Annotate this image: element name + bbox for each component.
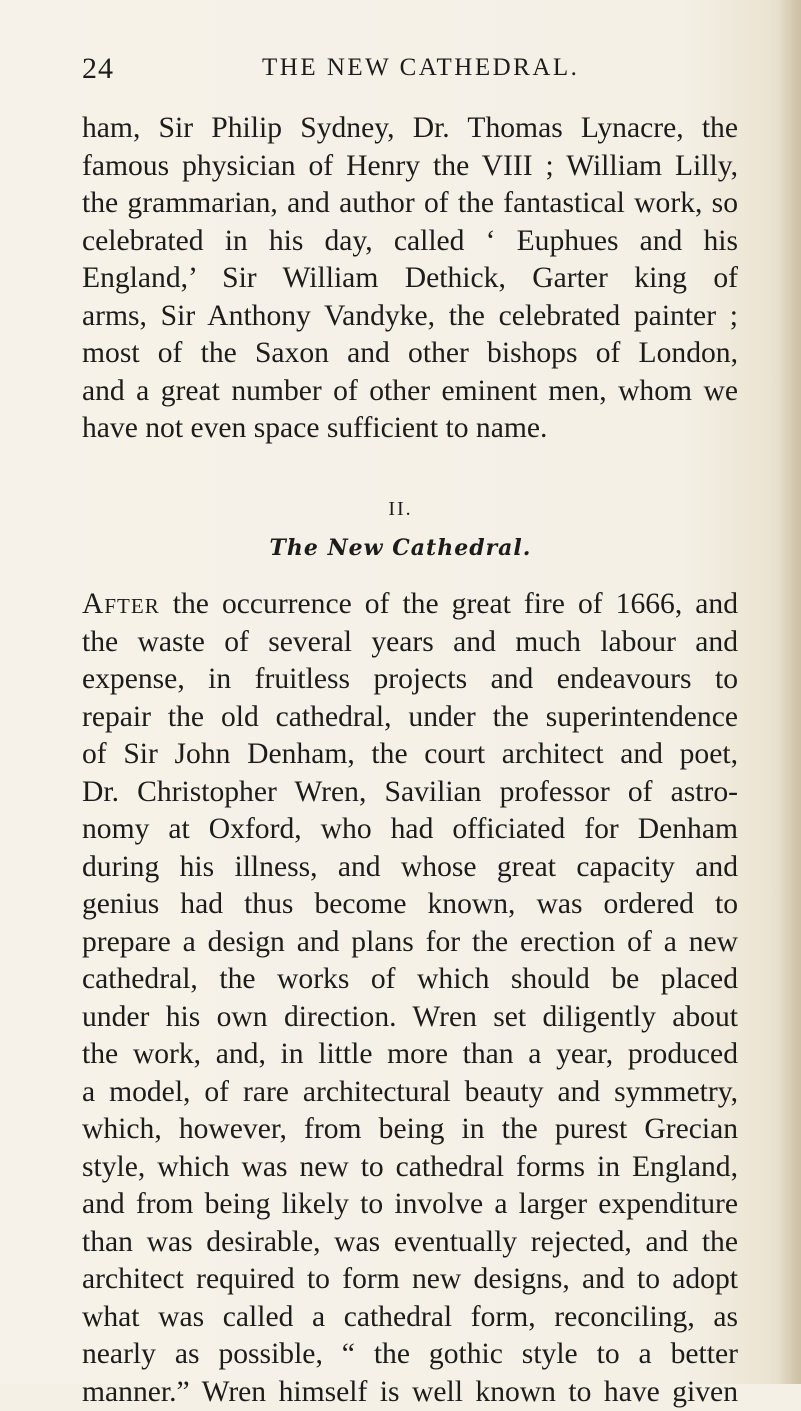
- text-line: the waste of several years and much labour and: [82, 624, 738, 662]
- page-edge-shadow: [779, 0, 801, 1384]
- text-line: celebrated in his day, called ‘ Euphues and his: [82, 223, 738, 261]
- text-line: and from being likely to involve a larger expenditure: [82, 1186, 738, 1224]
- text-line: repair the old cathedral, under the superintendence: [82, 699, 738, 737]
- text-line: arms, Sir Anthony Vandyke, the celebrated painter ;: [82, 298, 738, 336]
- text-line: which, however, from being in the purest Grecian: [82, 1111, 738, 1149]
- text-line: and a great number of other eminent men, whom we: [82, 373, 738, 411]
- text-line: England,’ Sir William Dethick, Garter king of: [82, 260, 738, 298]
- text-line: nearly as possible, “ the gothic style to a better: [82, 1336, 738, 1374]
- text-line: of Sir John Denham, the court architect and poet,: [82, 736, 738, 774]
- text-line: most of the Saxon and other bishops of London,: [82, 335, 738, 373]
- paragraph-1: [82, 110, 738, 448]
- text-line: expense, in fruitless projects and endeavours to: [82, 661, 738, 699]
- text-line: genius had thus become known, was ordered to: [82, 886, 738, 924]
- text-line: the work, and, in little more than a year, produced: [82, 1036, 738, 1074]
- text-line: Dr. Christopher Wren, Savilian professor of astro-: [82, 774, 738, 812]
- first-line-rest: the occurrence of the great fire of 1666, and: [160, 588, 738, 620]
- text-line: have not even space sufficient to name.: [82, 410, 738, 448]
- text-line: during his illness, and whose great capacity and: [82, 849, 738, 887]
- text-line: what was called a cathedral form, reconciling, as: [82, 1299, 738, 1337]
- text-line: famous physician of Henry the VIII ; William Lilly,: [82, 148, 738, 186]
- text-line: style, which was new to cathedral forms in England,: [82, 1149, 738, 1187]
- text-line-first: [82, 586, 738, 624]
- text-line: than was desirable, was eventually rejected, and the: [82, 1224, 738, 1262]
- text-line: cathedral, the works of which should be placed: [82, 961, 738, 999]
- text-line: a model, of rare architectural beauty and symmetry,: [82, 1074, 738, 1112]
- text-line: manner.” Wren himself is well known to have given: [82, 1374, 738, 1411]
- paragraph-2: [82, 586, 738, 1411]
- text-line: nomy at Oxford, who had officiated for Denham: [82, 811, 738, 849]
- section-number: II.: [0, 498, 801, 521]
- text-line: ham, Sir Philip Sydney, Dr. Thomas Lynacre, the: [82, 110, 738, 148]
- text-line: architect required to form new designs, and to adopt: [82, 1261, 738, 1299]
- text-line: the grammarian, and author of the fantastical work, so: [82, 185, 738, 223]
- running-title: THE NEW CATHEDRAL.: [262, 54, 579, 82]
- section-title: The New Cathedral.: [0, 535, 801, 561]
- page-number: 24: [82, 52, 114, 86]
- text-line: prepare a design and plans for the erection of a new: [82, 924, 738, 962]
- running-head: [82, 52, 722, 88]
- text-line: under his own direction. Wren set diligently about: [82, 999, 738, 1037]
- first-word: After: [82, 588, 160, 620]
